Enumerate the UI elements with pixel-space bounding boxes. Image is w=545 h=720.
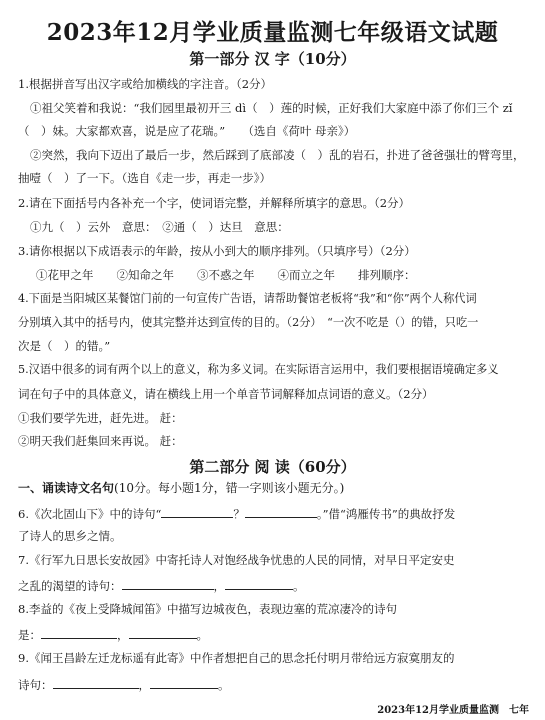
page-footer: 2023年12月学业质量监测 七年 [377, 705, 529, 716]
q6-line2: 了诗人的思乡之情。 [18, 529, 122, 543]
q8-line2: 是： ， 。 [18, 628, 208, 642]
q1-sentence2-line1: ②突然，我向下迈出了最后一步，然后踩到了底部凌（ ）乱的岩石，扑进了爸爸强壮的臂弯里， [30, 148, 525, 162]
part1-heading: 第一部分 汉 字（10分） [189, 50, 356, 68]
q5-item2: ②明天我们赶集回来再说。 赶： [18, 434, 183, 448]
q9-text-b: 诗句： [18, 678, 53, 692]
section1-title: 一、诵读诗文名句 [18, 481, 115, 495]
answer-blank[interactable] [129, 626, 197, 639]
answer-blank[interactable] [245, 505, 317, 518]
section1-header [18, 481, 344, 495]
q5-line2: 词在句子中的具体意义，请在横线上用一个单音节词解释加点词语的意义。（2分） [18, 387, 434, 401]
part2-heading: 第二部分 阅 读（60分） [189, 458, 356, 476]
answer-blank[interactable] [53, 676, 139, 689]
q4-line1: 4.下面是当阳城区某餐馆门前的一句宣传广告语，请帮助餐馆老板将“我”和“你”两个人称代词 [18, 292, 477, 305]
q1-stem: 1.根据拼音写出汉字或给加横线的字注音。（2分） [18, 77, 273, 91]
q3-stem: 3.请你根据以下成语表示的年龄，按从小到大的顺序排列。（只填序号）（2分） [18, 244, 416, 258]
q1-sentence2-line2: 抽噎（ ）了一下。（选自《走一步，再走一步》） [18, 171, 271, 185]
q7-text-b: 之乱的渴望的诗句： [18, 579, 122, 593]
section1-note: (10分。每小题1分，错一字则该小题无分。) [114, 481, 345, 495]
page-title: 2023年12月学业质量监测七年级语文试题 [46, 19, 499, 46]
q1-sentence1-line1: ①祖父笑着和我说：“我们园里最初开三 dì（ ）莲的时候，正好我们大家庭中添了你们三个 zǐ [30, 101, 513, 115]
answer-blank[interactable] [150, 676, 218, 689]
answer-blank[interactable] [41, 626, 117, 639]
q5-line1: 5.汉语中很多的词有两个以上的意义，称为多义词。在实际语言运用中，我们要根据语境确定多义 [18, 363, 499, 376]
q9-line1: 9.《闻王昌龄左迁龙标遥有此寄》中作者想把自己的思念托付明月带给远方寂寞朋友的 [18, 651, 455, 665]
q6-text-c: 。”借“鸿雁传书”的典故抒发 [316, 507, 456, 521]
answer-blank[interactable] [122, 577, 214, 590]
q4-line3: 次是（ ）的错。” [18, 339, 111, 353]
q2-line: ①九（ ）云外 意思： ②通（ ）达旦 意思： [30, 220, 289, 234]
q6-text-a: 6.《次北固山下》中的诗句“ [18, 507, 162, 521]
q7-line1: 7.《行军九日思长安故园》中寄托诗人对饱经战争忧患的人民的同情，对早日平定安史 [18, 553, 455, 567]
answer-blank[interactable] [225, 577, 293, 590]
q6-line1 [18, 505, 455, 521]
q8-line1: 8.李益的《夜上受降城闻笛》中描写边城夜色，表现边塞的荒凉凄冷的诗句 [18, 602, 397, 616]
answer-blank[interactable] [161, 505, 233, 518]
q4-line2: 分别填入其中的括号内，使其完整并达到宣传的目的。（2分） “一次不吃是（）的错，只吃一 [18, 316, 479, 329]
q7-line2: 之乱的渴望的诗句： ， 。 [18, 579, 305, 593]
q9-line2: 诗句： ， 。 [18, 678, 230, 692]
q8-text-b: 是： [18, 628, 41, 642]
q3-options: ①花甲之年 ②知命之年 ③不惑之年 ④而立之年 排列顺序： [36, 268, 416, 282]
q1-sentence1-line2: （ ）妹。大家都欢喜，说是应了花瑞。” （选自《荷叶 母亲》） [18, 124, 356, 138]
q5-item1: ①我们要学先进，赶先进。 赶： [18, 411, 183, 425]
q2-stem: 2.请在下面括号内各补充一个字，使词语完整，并解释所填字的意思。（2分） [18, 196, 411, 210]
q6-text-b: ？ [233, 507, 245, 521]
